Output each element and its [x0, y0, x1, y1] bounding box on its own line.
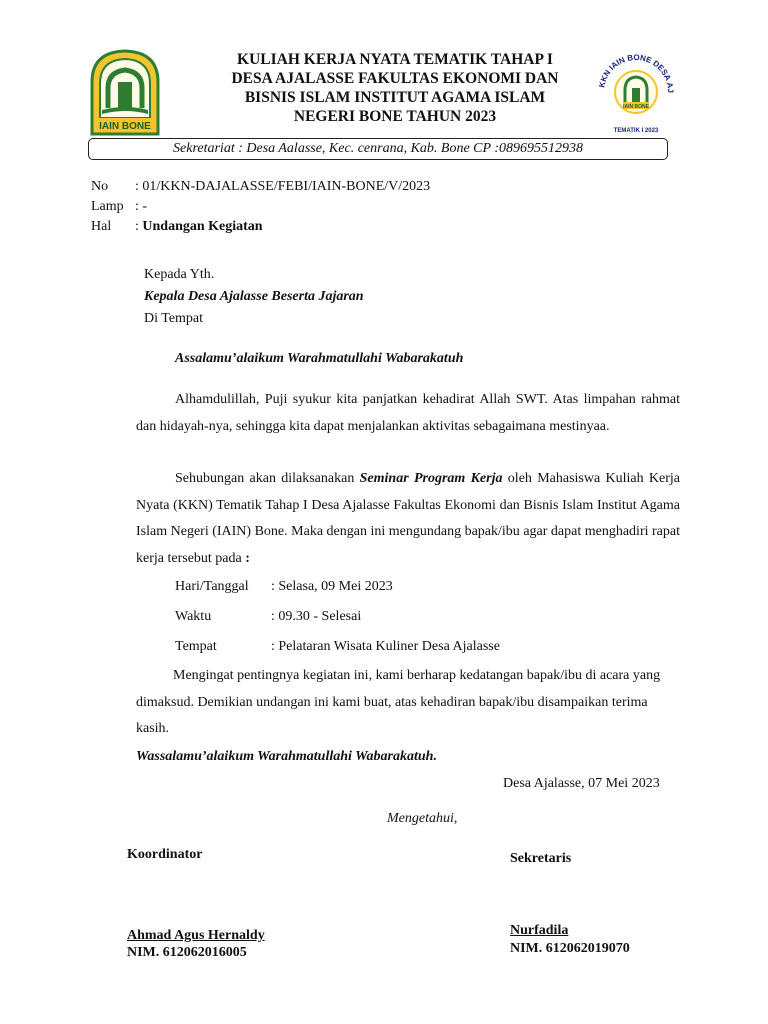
- schedule-label: Waktu: [175, 609, 212, 624]
- paragraph-2-emphasis: Seminar Program Kerja: [359, 471, 503, 486]
- paragraph-1: Alhamdulillah, Puji syukur kita panjatkan kehadirat Allah SWT. Atas limpahan rahmat dan hidayah-nya, sehingga kita dapat menjalankan aktivitas sebagaimana mestinyaa.: [136, 392, 680, 434]
- paragraph-2-before: Sehubungan akan dilaksanakan: [175, 471, 360, 486]
- kkn-tematik-logo: [594, 48, 678, 136]
- paragraph-3: Mengingat pentingnya kegiatan ini, kami berharap kedatangan bapak/ibu di acara yang dimaksud. Demikian undangan ini kami buat, atas kehadiran bapak/ibu disampaikan terima kasih.: [136, 668, 661, 736]
- title-line-2: DESA AJALASSE FAKULTAS EKONOMI DAN: [231, 70, 559, 87]
- signature-right-role: Sekretaris: [510, 851, 572, 866]
- greeting: Assalamu’alaikum Warahmatullahi Wabarakatuh: [175, 351, 464, 366]
- title-line-1: KULIAH KERJA NYATA TEMATIK TAHAP I: [237, 51, 553, 68]
- schedule-row: [175, 637, 500, 657]
- mengetahui-comma: ,: [453, 811, 458, 826]
- signature-right-nim: NIM. 612062019070: [510, 941, 630, 956]
- sekretariat-box: Sekretariat : Desa Aalasse, Kec. cenrana, Kab. Bone CP :089695512938: [88, 138, 668, 160]
- logo-right-ring-text: KKN IAIN BONE DESA AJ: [597, 52, 676, 94]
- paragraph-2-after: oleh Mahasiswa Kuliah Kerja Nyata (KKN) Tematik Tahap I Desa Ajalasse Fakultas Ekonomi dan Bisnis Islam Institut Agama Islam Negeri (IAIN) Bone. Maka dengan ini mengundang bapak/ibu agar dapat menghadiri rapat kerja tersebut pada: [136, 471, 680, 566]
- letterhead-title: [200, 50, 590, 126]
- signature-left-name: Ahmad Agus Hernaldy: [127, 928, 265, 943]
- paragraph-2: [136, 466, 680, 572]
- schedule-label: Hari/Tanggal: [175, 579, 249, 594]
- title-line-4: NEGERI BONE TAHUN 2023: [293, 108, 497, 125]
- schedule-value: : Pelataran Wisata Kuliner Desa Ajalasse: [271, 639, 500, 654]
- closing: Wassalamu’alaikum Warahmatullahi Wabarakatuh.: [136, 749, 437, 764]
- schedule-row: [175, 607, 361, 627]
- meta-no-value: : 01/KKN-DAJALASSE/FEBI/IAIN-BONE/V/2023: [135, 179, 431, 194]
- signature-left-role: Koordinator: [127, 847, 203, 862]
- logo-right-inner-text: IAIN BONE: [623, 104, 649, 110]
- place-date: Desa Ajalasse, 07 Mei 2023: [503, 776, 660, 791]
- recipient-line-3: Di Tempat: [144, 311, 204, 326]
- title-line-3: BISNIS ISLAM INSTITUT AGAMA ISLAM: [244, 89, 546, 106]
- logo-left-text: IAIN BONE: [99, 121, 151, 132]
- schedule-row: [175, 577, 393, 597]
- schedule-label: Tempat: [175, 639, 217, 654]
- meta-hal: [91, 217, 263, 237]
- meta-hal-value: Undangan Kegiatan: [142, 219, 263, 234]
- meta-hal-label: Hal: [91, 219, 112, 234]
- recipient-line-1: Kepada Yth.: [144, 267, 215, 282]
- signature-left-nim: NIM. 612062016005: [127, 945, 247, 960]
- meta-no-label: No: [91, 179, 109, 194]
- recipient-line-2: Kepala Desa Ajalasse Beserta Jajaran: [144, 289, 364, 304]
- paragraph-2-colon: :: [245, 550, 250, 566]
- mengetahui-text: Mengetahui: [387, 811, 454, 826]
- signature-right-name: Nurfadila: [510, 923, 569, 938]
- mengetahui: [387, 809, 457, 829]
- schedule-value: : Selasa, 09 Mei 2023: [271, 579, 393, 594]
- meta-lamp-label: Lamp: [91, 199, 124, 214]
- meta-lamp-value: : -: [135, 199, 148, 214]
- meta-hal-prefix: :: [135, 219, 143, 234]
- logo-right-caption: TEMATIK I 2023: [613, 128, 659, 134]
- schedule-value: : 09.30 - Selesai: [271, 609, 362, 624]
- iain-bone-logo: [88, 48, 162, 136]
- meta-no: [91, 177, 430, 197]
- meta-lamp: [91, 197, 147, 217]
